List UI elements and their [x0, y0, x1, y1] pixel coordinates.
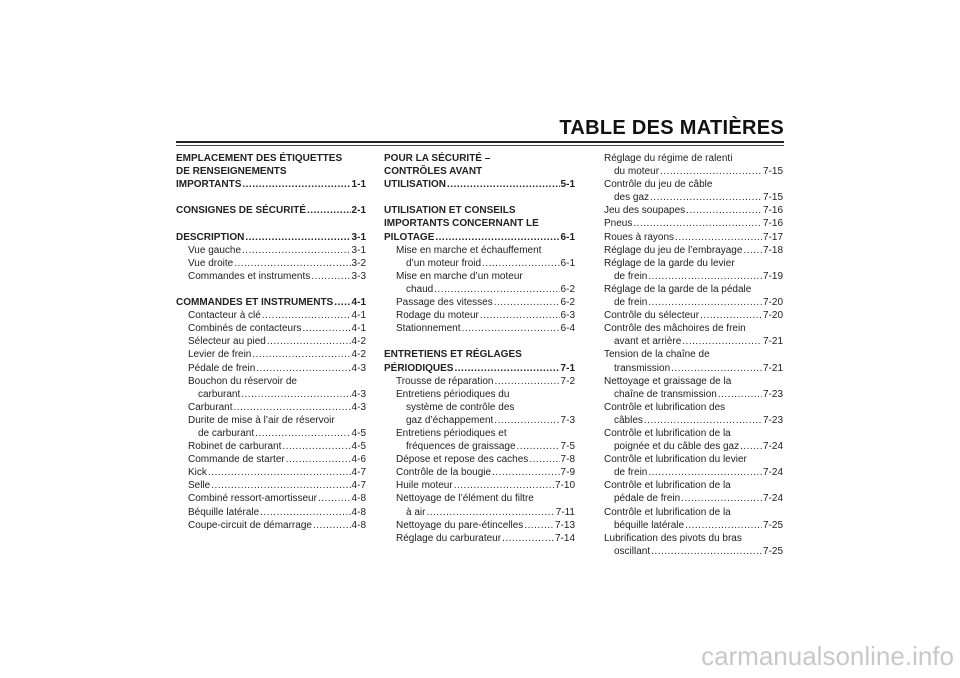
toc-page-number: 4-3 [351, 388, 366, 400]
toc-entry-title: de carburant [198, 427, 255, 439]
toc-entry-title: Kick [188, 467, 207, 479]
toc-entry[interactable] [592, 362, 783, 375]
toc-entry[interactable] [592, 296, 783, 309]
toc-page-number: 7-15 [762, 192, 783, 204]
toc-section-heading [176, 152, 366, 165]
toc-entry-title: du moteur [614, 166, 660, 178]
toc-entry[interactable] [384, 296, 575, 309]
toc-entry-title: Commande de starter [188, 454, 285, 466]
toc-entry-title: PILOTAGE [384, 231, 435, 243]
toc-page-number: 7-24 [762, 441, 783, 453]
toc-section-heading [384, 152, 575, 165]
toc-page-number: 2-1 [351, 205, 366, 217]
toc-spacer [176, 217, 366, 230]
toc-dot-leader [267, 335, 351, 348]
toc-page-number: 7-13 [554, 519, 575, 531]
toc-entry [384, 270, 575, 283]
toc-section-heading[interactable] [176, 231, 366, 244]
toc-spacer [176, 283, 366, 296]
toc-entry [592, 532, 783, 545]
toc-entry-title: Contrôle et lubrification du levier [604, 454, 747, 466]
toc-page-number: 7-18 [762, 244, 783, 256]
toc-entry-title: CONSIGNES DE SÉCURITÉ [176, 205, 307, 217]
toc-page-number: 7-1 [560, 362, 575, 374]
toc-entry[interactable] [592, 270, 783, 283]
toc-entry-title: carburant [198, 388, 241, 400]
toc-page-number: 4-1 [351, 310, 366, 322]
toc-entry-title: Trousse de réparation [396, 375, 494, 387]
toc-dot-leader [660, 165, 762, 178]
toc-column-1 [176, 152, 366, 532]
toc-entry-title: Combinés de contacteurs [188, 323, 302, 335]
toc-entry-title: Contrôle et lubrification de la [604, 506, 731, 518]
toc-dot-leader [682, 335, 762, 348]
toc-section-heading[interactable] [176, 204, 366, 217]
toc-column-3 [592, 152, 783, 558]
toc-dot-leader [255, 427, 350, 440]
toc-entry [592, 506, 783, 519]
toc-entry[interactable] [384, 414, 575, 427]
toc-dot-leader [211, 479, 350, 492]
toc-page-number: 4-1 [351, 297, 366, 309]
toc-entry-title: IMPORTANTS [176, 179, 242, 191]
toc-entry[interactable] [592, 217, 783, 230]
toc-entry-title: avant et arrière [614, 336, 682, 348]
toc-spacer [384, 335, 575, 348]
toc-entry-title: Combiné ressort-amortisseur [188, 493, 317, 505]
toc-entry[interactable] [384, 479, 575, 492]
toc-dot-leader [494, 375, 559, 388]
toc-entry[interactable] [176, 257, 366, 270]
toc-dot-leader [242, 178, 350, 191]
toc-entry-title: des gaz [614, 192, 650, 204]
toc-entry[interactable] [592, 231, 783, 244]
toc-entry-title: Réglage du carburateur [396, 532, 502, 544]
toc-entry[interactable] [384, 283, 575, 296]
toc-entry[interactable] [384, 440, 575, 453]
toc-entry[interactable] [592, 388, 783, 401]
toc-dot-leader [517, 440, 560, 453]
toc-entry[interactable] [176, 519, 366, 532]
toc-entry-title: POUR LA SÉCURITÉ – [384, 153, 491, 164]
toc-entry-title: ENTRETIENS ET RÉGLAGES [384, 349, 522, 361]
toc-entry-title: Contrôle et lubrification de la [604, 427, 731, 439]
toc-entry-title: Sélecteur au pied [188, 336, 266, 348]
toc-page-number: 7-23 [762, 414, 783, 426]
toc-dot-leader [282, 440, 350, 453]
toc-entry[interactable] [176, 479, 366, 492]
toc-entry[interactable] [384, 532, 575, 545]
toc-entry-title: Dépose et repose des caches [396, 454, 529, 466]
toc-dot-leader [492, 466, 559, 479]
toc-dot-leader [462, 322, 560, 335]
toc-page-number: 3-2 [351, 257, 366, 269]
toc-entry [592, 283, 783, 296]
toc-entry-title: Contrôle des mâchoires de frein [604, 323, 746, 335]
toc-page-number: 4-3 [351, 362, 366, 374]
toc-entry[interactable] [592, 466, 783, 479]
toc-dot-leader [529, 453, 559, 466]
toc-entry-title: Pneus [604, 218, 633, 230]
toc-section-heading[interactable] [176, 178, 366, 191]
toc-page-number: 7-11 [555, 506, 575, 518]
toc-section-heading [384, 204, 575, 217]
toc-entry-title: chaud [406, 283, 434, 295]
toc-entry-title: Réglage de la garde de la pédale [604, 283, 752, 295]
toc-entry-title: Nettoyage du pare-étincelles [396, 519, 524, 531]
toc-entry-title: CONTRÔLES AVANT [384, 166, 483, 178]
toc-entry-title: Coupe-circuit de démarrage [188, 519, 312, 531]
toc-entry-title: câbles [614, 414, 643, 426]
toc-page-number: 7-20 [762, 297, 783, 309]
toc-page-number: 6-2 [560, 283, 575, 295]
toc-entry[interactable] [176, 506, 366, 519]
toc-dot-leader [743, 244, 762, 257]
toc-entry[interactable] [176, 244, 366, 257]
toc-entry [176, 414, 366, 427]
toc-page-number: 3-1 [351, 231, 366, 243]
toc-entry [592, 152, 783, 165]
toc-section-heading [176, 165, 366, 178]
toc-entry [592, 401, 783, 414]
toc-spacer [176, 191, 366, 204]
toc-entry[interactable] [592, 244, 783, 257]
toc-section-heading [384, 165, 575, 178]
toc-entry-title: Vue droite [188, 257, 234, 269]
toc-dot-leader [307, 204, 351, 217]
toc-entry [592, 348, 783, 361]
toc-entry[interactable] [384, 506, 575, 519]
toc-entry-title: PÉRIODIQUES [384, 362, 454, 374]
toc-dot-leader [208, 466, 351, 479]
toc-entry-title: Réglage du régime de ralenti [604, 153, 733, 164]
toc-entry [592, 257, 783, 270]
toc-dot-leader [426, 506, 554, 519]
toc-entry [592, 453, 783, 466]
toc-entry-title: d’un moteur froid [406, 257, 482, 269]
toc-spacer [384, 191, 575, 204]
toc-dot-leader [318, 492, 351, 505]
toc-dot-leader [740, 440, 762, 453]
toc-entry-title: Nettoyage et graissage de la [604, 375, 732, 387]
toc-entry-title: Stationnement [396, 323, 461, 335]
toc-page-number: 4-2 [351, 349, 366, 361]
toc-page-number: 7-3 [560, 414, 575, 426]
toc-entry-title: Robinet de carburant [188, 441, 282, 453]
toc-entry-title: transmission [614, 362, 671, 374]
toc-entry-title: Lubrification des pivots du bras [604, 532, 742, 544]
toc-page-number: 7-25 [762, 519, 783, 531]
toc-entry[interactable] [592, 165, 783, 178]
toc-entry-title: Contrôle et lubrification de la [604, 480, 731, 492]
toc-entry [592, 479, 783, 492]
toc-entry[interactable] [176, 388, 366, 401]
toc-entry[interactable] [176, 309, 366, 322]
toc-entry-title: Carburant [188, 401, 233, 413]
toc-entry[interactable] [176, 492, 366, 505]
toc-entry-title: Mise en marche et échauffement [396, 244, 542, 256]
toc-entry-title: DE RENSEIGNEMENTS [176, 166, 287, 178]
toc-dot-leader [245, 231, 350, 244]
toc-dot-leader [313, 519, 351, 532]
toc-dot-leader [302, 322, 350, 335]
toc-page-number: 6-3 [560, 310, 575, 322]
toc-entry [384, 244, 575, 257]
toc-page-number: 4-5 [351, 441, 366, 453]
toc-page-number: 7-21 [762, 362, 783, 374]
toc-page-number: 6-4 [560, 323, 575, 335]
toc-entry-title: IMPORTANTS CONCERNANT LE [384, 218, 539, 230]
toc-page-number: 7-23 [762, 388, 783, 400]
toc-entry[interactable] [384, 466, 575, 479]
toc-entry [176, 375, 366, 388]
toc-entry-title: à air [406, 506, 426, 518]
watermark-text: carmanualsonline.info [701, 641, 954, 671]
toc-dot-leader [648, 466, 762, 479]
toc-entry[interactable] [176, 453, 366, 466]
toc-page-number: 4-1 [351, 323, 366, 335]
toc-page-number: 5-1 [560, 179, 575, 191]
toc-entry-title: Vue gauche [188, 244, 242, 256]
toc-entry-title: Tension de la chaîne de [604, 349, 710, 361]
toc-page-number: 7-14 [554, 532, 575, 544]
toc-dot-leader [718, 388, 762, 401]
toc-page-number: 7-15 [762, 166, 783, 178]
toc-dot-leader [494, 414, 559, 427]
toc-entry-title: UTILISATION [384, 179, 447, 191]
toc-section-heading[interactable] [176, 296, 366, 309]
toc-dot-leader [633, 217, 762, 230]
toc-entry-title: Pédale de frein [188, 362, 256, 374]
toc-dot-leader [234, 257, 350, 270]
toc-section-heading [384, 217, 575, 230]
toc-dot-leader [434, 283, 559, 296]
toc-dot-leader [681, 492, 762, 505]
toc-entry[interactable] [384, 375, 575, 388]
toc-entry-title: Réglage du jeu de l’embrayage [604, 244, 743, 256]
toc-dot-leader [260, 506, 350, 519]
toc-entry[interactable] [176, 270, 366, 283]
toc-entry [592, 322, 783, 335]
toc-entry-title: chaîne de transmission [614, 388, 717, 400]
toc-entry-title: Réglage de la garde du levier [604, 257, 735, 269]
toc-dot-leader [524, 519, 554, 532]
toc-dot-leader [494, 296, 560, 309]
toc-entry[interactable] [592, 309, 783, 322]
toc-entry[interactable] [592, 519, 783, 532]
toc-entry-title: UTILISATION ET CONSEILS [384, 205, 516, 217]
toc-dot-leader [650, 191, 762, 204]
toc-page-number: 4-8 [351, 519, 366, 531]
toc-entry-title: Contrôle de la bougie [396, 467, 492, 479]
toc-page-number: 7-16 [762, 218, 783, 230]
toc-dot-leader [454, 362, 559, 375]
toc-page-number: 4-5 [351, 427, 366, 439]
toc-entry[interactable] [176, 348, 366, 361]
toc-entry[interactable] [592, 492, 783, 505]
toc-entry-title: gaz d’échappement [406, 414, 494, 426]
toc-entry[interactable] [384, 322, 575, 335]
toc-page-number: 7-24 [762, 493, 783, 505]
toc-page-number: 6-2 [560, 297, 575, 309]
toc-entry-title: EMPLACEMENT DES ÉTIQUETTES [176, 153, 343, 164]
toc-page-number: 6-1 [560, 231, 575, 243]
toc-entry-title: Durite de mise à l’air de réservoir [188, 414, 335, 426]
toc-dot-leader [242, 244, 351, 257]
toc-entry[interactable] [176, 322, 366, 335]
toc-dot-leader [700, 309, 762, 322]
toc-page-number: 4-2 [351, 336, 366, 348]
toc-entry-title: pédale de frein [614, 493, 681, 505]
toc-page-number: 4-8 [351, 493, 366, 505]
toc-entry-title: Selle [188, 480, 211, 492]
toc-entry-title: de frein [614, 270, 648, 282]
page-title: TABLE DES MATIÈRES [559, 117, 784, 139]
toc-entry-title: de frein [614, 467, 648, 479]
toc-page-number: 7-17 [762, 231, 783, 243]
toc-dot-leader [648, 296, 762, 309]
toc-entry-title: Roues à rayons [604, 231, 675, 243]
toc-page-number: 3-3 [351, 270, 366, 282]
toc-dot-leader [502, 532, 554, 545]
toc-entry[interactable] [592, 191, 783, 204]
toc-dot-leader [334, 296, 350, 309]
toc-dot-leader [675, 231, 762, 244]
toc-dot-leader [252, 348, 350, 361]
toc-entry[interactable] [592, 440, 783, 453]
toc-entry-title: Entretiens périodiques et [396, 427, 507, 439]
toc-page-number: 7-25 [762, 545, 783, 557]
toc-entry[interactable] [384, 257, 575, 270]
toc-section-heading[interactable] [384, 231, 575, 244]
toc-dot-leader [685, 519, 762, 532]
toc-entry[interactable] [176, 362, 366, 375]
toc-entry[interactable] [592, 204, 783, 217]
toc-entry [592, 178, 783, 191]
toc-entry [592, 375, 783, 388]
toc-entry-title: Béquille latérale [188, 506, 260, 518]
toc-entry-title: Contrôle du jeu de câble [604, 179, 713, 191]
toc-entry[interactable] [592, 335, 783, 348]
toc-entry-title: Levier de frein [188, 349, 252, 361]
toc-entry-title: Rodage du moteur [396, 310, 479, 322]
toc-entry [384, 492, 575, 505]
toc-section-heading[interactable] [384, 178, 575, 191]
toc-entry-title: poignée et du câble des gaz [614, 441, 740, 453]
toc-page-number: 7-10 [554, 480, 575, 492]
toc-dot-leader [671, 362, 762, 375]
toc-dot-leader [233, 401, 350, 414]
toc-entry-title: Entretiens périodiques du [396, 388, 510, 400]
toc-entry[interactable] [176, 440, 366, 453]
title-rule-thin [176, 145, 784, 146]
toc-entry [384, 401, 575, 414]
toc-page-number: 7-24 [762, 467, 783, 479]
toc-entry-title: Huile moteur [396, 480, 453, 492]
title-rule-thick [176, 141, 784, 143]
toc-dot-leader [480, 309, 560, 322]
toc-dot-leader [482, 257, 560, 270]
toc-entry[interactable] [176, 335, 366, 348]
toc-entry[interactable] [592, 545, 783, 558]
toc-dot-leader [454, 479, 554, 492]
toc-entry-title: Contrôle et lubrification des [604, 401, 726, 413]
toc-entry[interactable] [592, 414, 783, 427]
toc-entry[interactable] [176, 466, 366, 479]
toc-entry-title: Contacteur à clé [188, 310, 261, 322]
toc-entry [384, 427, 575, 440]
toc-entry-title: fréquences de graissage [406, 441, 516, 453]
toc-entry-title: système de contrôle des [406, 401, 515, 413]
toc-entry-title: Passage des vitesses [396, 297, 493, 309]
toc-dot-leader [651, 545, 762, 558]
toc-dot-leader [311, 270, 350, 283]
toc-entry-title: DESCRIPTION [176, 231, 245, 243]
toc-entry-title: de frein [614, 297, 648, 309]
toc-page-number: 4-3 [351, 401, 366, 413]
toc-entry [592, 427, 783, 440]
toc-dot-leader [286, 453, 351, 466]
toc-page-number: 7-16 [762, 205, 783, 217]
toc-section-heading[interactable] [384, 362, 575, 375]
toc-page-number: 4-6 [351, 454, 366, 466]
toc-entry-title: Commandes et instruments [188, 270, 311, 282]
toc-dot-leader [435, 231, 559, 244]
toc-page-number: 3-1 [351, 244, 366, 256]
toc-entry-title: Mise en marche d’un moteur [396, 270, 523, 282]
toc-page-number: 1-1 [351, 179, 366, 191]
toc-entry-title: Nettoyage de l’élément du filtre [396, 493, 534, 505]
toc-section-heading [384, 348, 575, 361]
toc-dot-leader [644, 414, 762, 427]
toc-page-number: 7-9 [560, 467, 575, 479]
toc-entry[interactable] [176, 401, 366, 414]
toc-dot-leader [686, 204, 762, 217]
toc-column-2 [384, 152, 575, 545]
toc-entry-title: Jeu des soupapes [604, 205, 686, 217]
toc-dot-leader [648, 270, 762, 283]
toc-entry-title: Contrôle du sélecteur [604, 310, 700, 322]
toc-page-number: 4-7 [351, 480, 366, 492]
toc-entry[interactable] [384, 519, 575, 532]
toc-page-number: 7-2 [560, 375, 575, 387]
toc-entry-title: béquille latérale [614, 519, 685, 531]
toc-page-number: 7-5 [560, 441, 575, 453]
toc-entry-title: Bouchon du réservoir de [188, 375, 297, 387]
toc-page-number: 7-21 [762, 336, 783, 348]
toc-page-number: 7-20 [762, 310, 783, 322]
toc-dot-leader [262, 309, 351, 322]
toc-dot-leader [256, 362, 350, 375]
toc-page-number: 4-8 [351, 506, 366, 518]
toc-dot-leader [241, 388, 350, 401]
toc-page-number: 6-1 [560, 257, 575, 269]
toc-page-number: 7-8 [560, 454, 575, 466]
toc-page-number: 4-7 [351, 467, 366, 479]
toc-entry[interactable] [384, 309, 575, 322]
toc-entry-title: COMMANDES ET INSTRUMENTS [176, 297, 334, 309]
toc-entry[interactable] [176, 427, 366, 440]
toc-entry [384, 388, 575, 401]
toc-dot-leader [447, 178, 560, 191]
toc-entry[interactable] [384, 453, 575, 466]
toc-entry-title: oscillant [614, 545, 651, 557]
toc-page-number: 7-19 [762, 270, 783, 282]
